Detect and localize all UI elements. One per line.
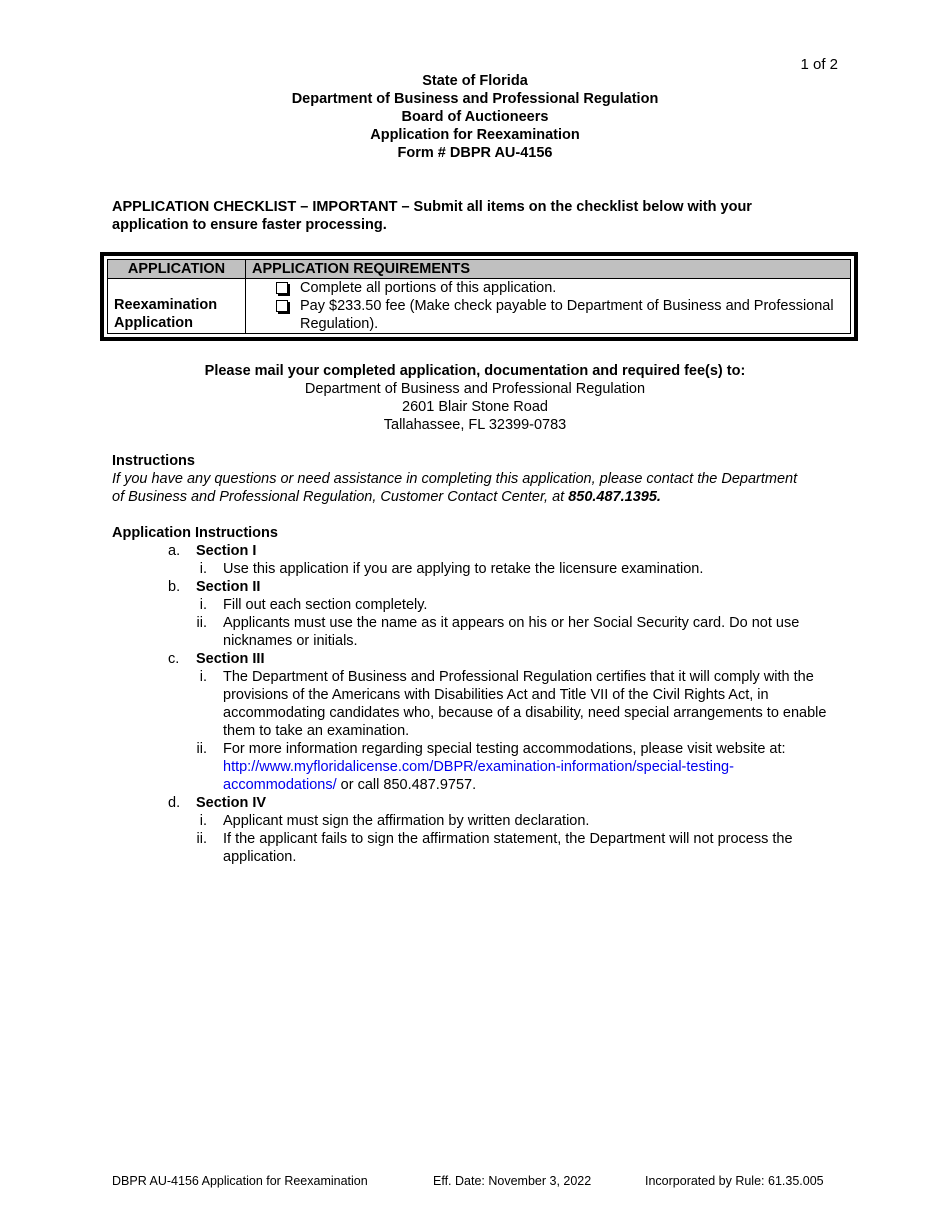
section-title: Section IV xyxy=(196,795,267,811)
footer-rule: Incorporated by Rule: 61.35.005 xyxy=(645,1174,824,1188)
requirement-text: Complete all portions of this application. xyxy=(300,280,557,296)
list-item: ii. If the applicant fails to sign the affirmation statement, the Department will not process the application. xyxy=(196,831,793,865)
header-form-number: Form # DBPR AU-4156 xyxy=(397,145,553,161)
table-row xyxy=(108,279,851,334)
header-title: Application for Reexamination xyxy=(370,127,580,143)
contact-phone: 850.487.1395. xyxy=(568,489,661,505)
mail-line1: Department of Business and Professional Regulation xyxy=(304,381,646,397)
instructions-block xyxy=(112,452,812,506)
section-letter: b. xyxy=(168,579,181,595)
checkbox-icon[interactable] xyxy=(276,282,288,294)
row-label: Reexamination Application xyxy=(108,279,246,334)
section-iv xyxy=(168,794,842,866)
mail-line2: 2601 Blair Stone Road xyxy=(402,399,548,415)
section-letter: d. xyxy=(168,795,181,811)
instructions-heading: Instructions xyxy=(112,453,195,469)
section-title: Section II xyxy=(196,579,261,595)
header-board: Board of Auctioneers xyxy=(401,109,549,125)
list-item: ii. Applicants must use the name as it appears on his or her Social Security card. Do not use nicknames or initials. xyxy=(196,615,800,649)
section-ii xyxy=(168,578,842,650)
section-letter: a. xyxy=(168,543,181,559)
list-item: i. Use this application if you are applying to retake the licensure examination. xyxy=(199,561,704,577)
mail-heading: Please mail your completed application, documentation and required fee(s) to: xyxy=(204,363,746,379)
requirements-cell xyxy=(246,279,851,334)
accommodations-link[interactable]: http://www.myfloridalicense.com/DBPR/examination-information/special-testing-accommodations/ xyxy=(223,759,734,793)
header-state: State of Florida xyxy=(422,73,528,89)
section-title: Section III xyxy=(196,651,265,667)
app-instructions-heading: Application Instructions xyxy=(112,525,278,541)
footer-eff-date: Eff. Date: November 3, 2022 xyxy=(433,1174,592,1188)
footer-form: DBPR AU-4156 Application for Reexamination xyxy=(112,1174,368,1188)
mail-line3: Tallahassee, FL 32399-0783 xyxy=(383,417,567,433)
section-i xyxy=(168,542,842,578)
checklist-intro: APPLICATION CHECKLIST – IMPORTANT – Submit all items on the checklist below with your application to ensure faster processing. xyxy=(112,199,752,233)
header-department: Department of Business and Professional Regulation xyxy=(291,91,659,107)
mailing-address xyxy=(0,362,950,434)
list-item: i. Applicant must sign the affirmation by written declaration. xyxy=(199,813,590,829)
table-header-application: APPLICATION xyxy=(108,260,246,279)
page-number: 1 of 2 xyxy=(800,56,838,73)
list-item: i. Fill out each section completely. xyxy=(199,597,428,613)
section-iii xyxy=(168,650,842,794)
form-header xyxy=(0,72,950,162)
checklist-table xyxy=(100,252,858,341)
requirement-item xyxy=(274,297,844,333)
application-instructions xyxy=(112,524,842,866)
section-title: Section I xyxy=(196,543,257,559)
requirement-item xyxy=(274,279,844,297)
list-item: i. The Department of Business and Professional Regulation certifies that it will comply with the provisions of the Americans with Disabilities Act and Title VII of the Civil Rights Act, in accommodating candidates who, because of a disability, need special arrangements to enable them to take an examination. xyxy=(199,669,827,739)
table-header-requirements: APPLICATION REQUIREMENTS xyxy=(246,260,851,279)
instructions-text: If you have any questions or need assistance in completing this application, please contact the Department of Business and Professional Regulation, Customer Contact Center, at 850.487.1395. xyxy=(112,471,798,505)
checkbox-icon[interactable] xyxy=(276,300,288,312)
list-item: ii. For more information regarding special testing accommodations, please visit website at: http://www.myfloridalicense.com/DBPR/examination-information/special-testing-accommodations/ or call 850.487.9757. xyxy=(196,741,786,793)
section-letter: c. xyxy=(168,651,180,667)
requirement-text: Pay $233.50 fee (Make check payable to Department of Business and Professional Regulation). xyxy=(300,298,834,332)
